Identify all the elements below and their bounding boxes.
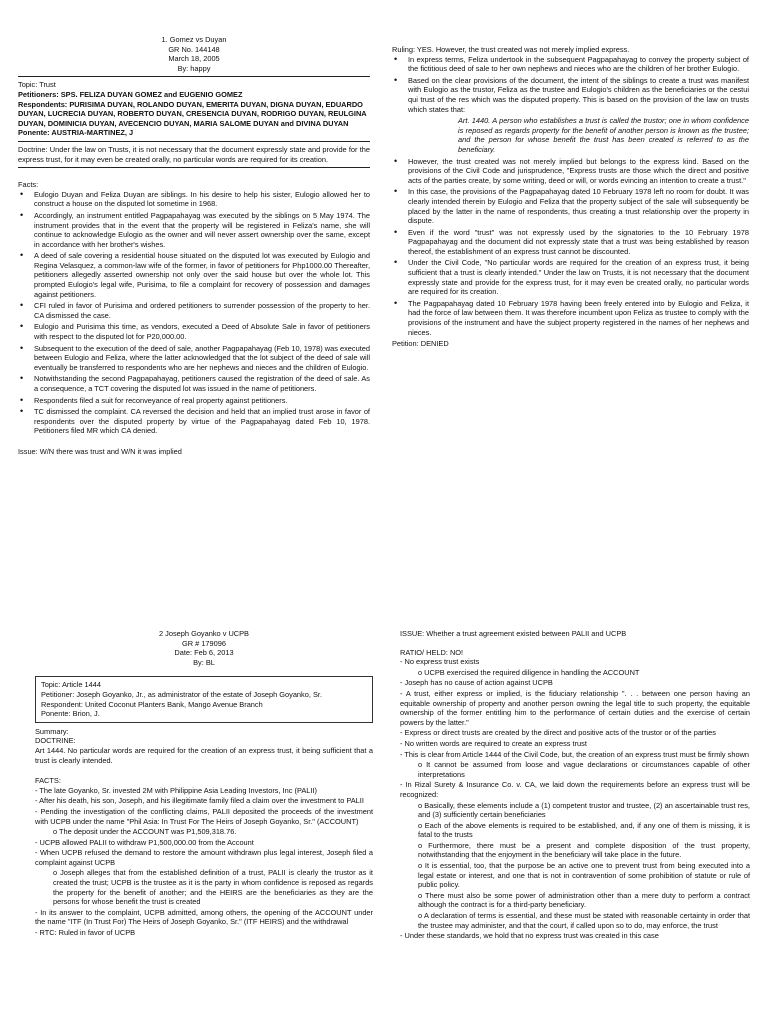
- ratio-subitem: o There must also be some power of administration other than a mere duty to perform a contract although the contract is for a third-party beneficiary.: [418, 890, 750, 910]
- ratio-subitem: o Furthermore, there must be a present and complete disposition of the trust property, notwithstanding that the enjoyment in the beneficiary will take place in the future.: [418, 840, 750, 860]
- facts-heading: Facts:: [18, 180, 39, 190]
- facts-heading: FACTS:: [35, 776, 61, 786]
- divider: [18, 76, 370, 77]
- ratio-item: - No written words are required to create an express trust: [400, 738, 587, 748]
- doctrine-heading: DOCTRINE:: [35, 736, 76, 746]
- doctrine: Art 1444. No particular words are required for the creation of an express trust, it being sufficient that a trust is clearly intended.: [35, 745, 373, 765]
- case-title: 1. Gomez vs Duyan: [161, 35, 227, 44]
- fact-item: • Subsequent to the execution of the deed of sale, another Pagpapahayag (Feb 10, 1978) was executed between Eulogio and Feliza, where the latter acknowledged that the lot subject of the deed of sale will eventually be transferred to respondents who are her nephews and nieces and the children of Eulogio.: [18, 344, 370, 373]
- gr-number: GR # 179096: [182, 638, 226, 648]
- gr-number: GR No. 144148: [168, 44, 220, 54]
- ruling-item: • However, the trust created was not merely implied but belongs to the express kind. Based on the provisions of the Civil Code and jurisprudence, "Express trusts are those which the direct and positive acts of the parties create, by some writing, deed or will, or words evincing an intention to create a trust.": [392, 157, 749, 186]
- ruling-item: • In express terms, Feliza undertook in the subsequent Pagpapahayag to convey the property subject of the fictitious deed of sale to her own nephews and nieces who are the children of her brother Eulogio.: [392, 55, 749, 74]
- ruling-item: • In this case, the provisions of the Pagpapahayag dated 10 February 1978 left no room for doubt. It was clearly intended therein by Eulogio and Feliza that the property subject of the sale will subsequently be placed by the latter in the name of respondents, thus creating a trust relationship over the property in dispute.: [392, 187, 749, 225]
- fact-item: - When UCPB refused the demand to restore the amount withdrawn plus legal interest, Joseph filed a complaint against UCPB: [35, 848, 373, 867]
- ruling-item: • Under the Civil Code, "No particular words are required for the creation of an express trust, it being sufficient that a trust is clearly intended." Under the law on Trusts, it is not necessary that the document expressly state and provide for the express trust, for it may even be created orally, no particular words are required for its creation.: [392, 258, 749, 296]
- case-author: By: BL: [193, 657, 215, 667]
- divider: [18, 167, 370, 168]
- ratio-item: - A trust, either express or implied, is the fiduciary relationship ". . . between one person having an equitable ownership of property and another person owning the legal title to such property, the equitable ownership of the former entitling him to the performance of certain duties and the exercise of certain powers by the latter.": [400, 688, 750, 727]
- case-2-right-column: [400, 629, 750, 942]
- ruling-item: • The Pagpapahayag dated 10 February 1978 having been freely entered into by Eulogio and Feliza, it had the force of law between them. It was therefore incumbent upon Feliza as trustee to comply with the provisions of the instrument and have the subject property registered in the names of her nephews and nieces.: [392, 299, 749, 337]
- ratio-item: - This is clear from Article 1444 of the Civil Code, but, the creation of an express trust must be firmly shown: [400, 749, 750, 759]
- fact-item: - The late Goyanko, Sr. invested 2M with Philippine Asia Leading Investors, Inc (PALII): [35, 785, 317, 795]
- divider: [18, 141, 370, 142]
- topic: Topic: Article 1444: [41, 680, 101, 690]
- fact-subitem: o Joseph alleges that from the established definition of a trust, PALII is clearly the trustor as it created the trust; UCPB is the trustee as it is the party in whom confidence is reposed as regards the property for the benefit of another; and the HEIRS are the beneficiaries as they are the persons for whose benefit the trust is created: [53, 868, 373, 907]
- fact-item: - UCPB allowed PALII to withdraw P1,500,000.00 from the Account: [35, 837, 254, 847]
- issue: ISSUE: Whether a trust agreement existed between PALII and UCPB: [400, 629, 627, 638]
- fact-item: - RTC: Ruled in favor of UCPB: [35, 928, 136, 938]
- fact-item: - After his death, his son, Joseph, and his illegitimate family filed a claim over the investment to PALII: [35, 796, 364, 806]
- ratio-subitem: o Basically, these elements include a (1) competent trustor and trustee, (2) an ascertainable trust res, and (3) sufficiently certain beneficiaries: [418, 800, 750, 820]
- fact-item: • Notwithstanding the second Pagpapahayag, petitioners caused the registration of the deed of sale. As a consequence, a TCT covering the disputed lot was issued in the name of petitioners.: [18, 374, 370, 393]
- ratio-subitem: o It is essential, too, that the purpose be an active one to prevent trust from being executed into a legal estate or interest, and one that is not in contravention of some prohibition of statute or rule of public policy.: [418, 861, 750, 890]
- fact-item: • Eulogio and Purisima this time, as vendors, executed a Deed of Absolute Sale in favor of petitioners with respect to the disputed lot for P20,000.00.: [18, 322, 370, 341]
- fact-item: - Pending the investigation of the conflicting claims, PALII deposited the proceeds of the investment with UCPB under the name "Phil Asia: In Trust For The Heirs of Joseph Goyanko, Sr." (ACCOUNT): [35, 806, 373, 826]
- ruling-item: • Based on the clear provisions of the document, the intent of the siblings to create a trust was manifest with Eulogio as the trustor, Feliza as the trustee and Eulogio's children as the beneficiaries or the cestui qui trust of the res which was the disputed property. This is based on the provision of the law on trusts which states that:: [392, 76, 749, 114]
- case-date: March 18, 2005: [168, 54, 220, 64]
- case-title: 2 Joseph Goyanko v UCPB: [159, 629, 249, 638]
- summary-heading: Summary:: [35, 726, 69, 736]
- case-author: By: happy: [177, 63, 211, 73]
- case-2-section: [0, 600, 768, 1024]
- article-1440-quote: Art. 1440. A person who establishes a trust is called the trustor; one in whom confidence is reposed as regards property for the benefit of another person is known as the trustee; and the person for whose benefit the trust has been created is referred to as the beneficiary.: [458, 116, 749, 154]
- case-2-left-column: [35, 629, 373, 939]
- ratio-item: - In Rizal Surety & Insurance Co. v. CA, we laid down the requirements before an express trust will be recognized:: [400, 780, 750, 799]
- ratio-item: - Joseph has no cause of action against UCPB: [400, 678, 553, 688]
- fact-item: • Respondents filed a suit for reconveyance of real property against petitioners.: [18, 396, 370, 406]
- fact-item: • TC dismissed the complaint. CA reversed the decision and held that an implied trust arose in favor of respondents over the disputed property by virtue of the Pagpapahayag dated Feb 10, 1978. Petitioners filed MR which CA denied.: [18, 407, 370, 436]
- ratio-item: - Under these standards, we hold that no express trust was created in this case: [400, 931, 659, 941]
- ruling: Ruling: YES. However, the trust created was not merely implied express.: [392, 45, 630, 54]
- fact-subitem: o The deposit under the ACCOUNT was P1,509,318.76.: [53, 827, 237, 837]
- ratio-item: - Express or direct trusts are created by the direct and positive acts of the trustor or of the parties: [400, 728, 716, 738]
- fact-item: • Eulogio Duyan and Feliza Duyan are siblings. In his desire to help his sister, Eulogio allowed her to construct a house on the disputed lot sometime in 1968.: [18, 190, 370, 209]
- fact-item: - In its answer to the complaint, UCPB admitted, among others, the opening of the ACCOUNT under the name "ITF (In Trust For) The Heirs of Joseph Goyanko, Sr." (ITF HEIRS) and the withdrawal: [35, 907, 373, 927]
- petitioners: Petitioners: SPS. FELIZA DUYAN GOMEZ and EUGENIO GOMEZ: [18, 89, 243, 99]
- fact-item: • Accordingly, an instrument entitled Pagpapahayag was executed by the siblings on 5 May 1974. The instrument provides that in the event that the property will be registered in Feliza's name, she will continue to acknowledge Eulogio as the owner and will never assert ownership over the same, except in accordance with her brother's wishes.: [18, 211, 370, 249]
- ratio-subitem: o Each of the above elements is required to be established, and, if any one of them is missing, it is fatal to the trusts: [418, 820, 750, 840]
- ratio-subitem: o UCPB exercised the required diligence in handling the ACCOUNT: [418, 667, 640, 677]
- respondent: Respondent: United Coconut Planters Bank, Mango Avenue Branch: [41, 699, 263, 709]
- petition-result: Petition: DENIED: [392, 339, 449, 349]
- case-1-left-column: [18, 35, 370, 457]
- fact-item: • A deed of sale covering a residential house situated on the disputed lot was executed by Eulogio and Regina Velasquez, a common-law wife of the former, in favor of petitioners for Php1000.00 Thereafter, petitioners allegedly asserted ownership not only over the said house but over the whole lot. This prompted Eulogio's legal wife, Purisima, to file a complaint for recovery of possession and damages against petitioners.: [18, 251, 370, 299]
- case-1-section: [0, 0, 768, 505]
- ponente: Ponente: AUSTRIA-MARTINEZ, J: [18, 128, 134, 138]
- doctrine: Doctrine: Under the law on Trusts, it is not necessary that the document expressly state and provide for the express trust, for it may even be created orally, no particular words are required for its creation.: [18, 144, 370, 164]
- ratio-subitem: o A declaration of terms is essential, and these must be stated with reasonable certainty in order that the trustee may administer, and that the court, if called upon so to do, may enforce, the trust: [418, 911, 750, 930]
- ratio-heading: RATIO/ HELD: NO!: [400, 647, 464, 657]
- issue: Issue: W/N there was trust and W/N it was implied: [18, 446, 182, 456]
- case-1-header: [18, 35, 370, 73]
- case-date: Date: Feb 6, 2013: [174, 648, 234, 658]
- ruling-item: • Even if the word "trust" was not expressly used by the signatories to the 10 February 1978 Pagpapahayag and the document did not expressly state that a trust was being established by reason thereof, the establishment of an express trust cannot be discounted.: [392, 228, 749, 257]
- respondents: Respondents: PURISIMA DUYAN, ROLANDO DUYAN, EMERITA DUYAN, DIGNA DUYAN, EDUARDO DUYAN, LUCRECIA DUYAN, ROBERTO DUYAN, CRESENCIA DUYAN, RODRIGO DUYAN, REULGINA DUYAN, DOMINICIA DUYAN, AVECENCIO DUYAN, MARIA SALOME DUYAN and DIVINA DUYAN: [18, 99, 367, 128]
- case-1-right-column: [392, 45, 749, 349]
- case-info-box: [35, 676, 373, 722]
- petitioner: Petitioner: Joseph Goyanko, Jr., as administrator of the estate of Joseph Goyanko, Sr.: [41, 689, 322, 699]
- ratio-item: - No express trust exists: [400, 657, 480, 667]
- fact-item: • CFI ruled in favor of Purisima and ordered petitioners to surrender possession of the property to her. CA dismissed the case.: [18, 301, 370, 320]
- topic: Topic: Trust: [18, 80, 56, 90]
- case-2-header: [35, 629, 373, 667]
- ponente: Ponente: Brion, J.: [41, 709, 100, 719]
- ratio-subitem: o It cannot be assumed from loose and vague declarations or circumstances capable of other interpretations: [418, 760, 750, 779]
